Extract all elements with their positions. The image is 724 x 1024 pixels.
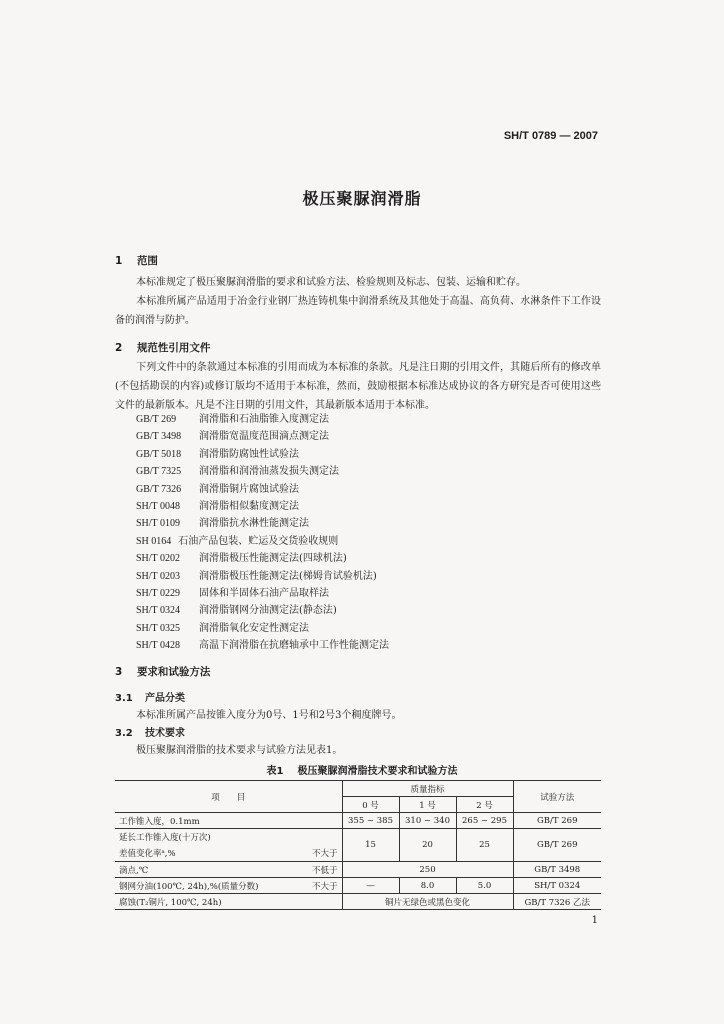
- standard-code: SH/T 0789 — 2007: [503, 130, 598, 142]
- page-number: 1: [591, 915, 598, 926]
- header-grade: 1 号: [399, 797, 456, 813]
- header-item: 项 目: [115, 781, 342, 813]
- table-header-row: [115, 781, 601, 797]
- list-item: GB/T 269 润滑脂和石油脂锥入度测定法: [136, 414, 329, 425]
- header-grade: 2 号: [456, 797, 513, 813]
- header-quality: 质量指标: [342, 781, 513, 797]
- list-item: GB/T 7325 润滑脂和润滑油蒸发损失测定法: [136, 466, 339, 478]
- reference-list: [136, 411, 389, 654]
- section-heading-requirements: [115, 664, 210, 679]
- table-row: 腐蚀(T₂铜片, 100℃, 24h) 铜片无绿色或黑色变化 GB/T 7326 乙法: [115, 894, 601, 910]
- section-number: 2: [115, 342, 123, 354]
- scope-paragraph-2: 本标准所属产品适用于冶金行业钢厂热连铸机集中润滑系统及其他处于高温、高负荷、水淋条件下工作设备的润滑与防护。: [115, 296, 601, 326]
- section-heading-normative-refs: [115, 340, 210, 355]
- list-item: SH/T 0202 润滑脂极压性能测定法(四球机法): [136, 553, 347, 565]
- list-item: SH/T 0203 润滑脂极压性能测定法(梯姆肯试验机法): [136, 570, 377, 582]
- row-item: 滴点,℃ 不低于: [115, 862, 342, 878]
- classification-text: 本标准所属产品按锥入度分为0号、1号和2号3个稠度牌号。: [136, 710, 402, 721]
- list-item: SH/T 0109 润滑脂抗水淋性能测定法: [136, 518, 309, 530]
- list-item: GB/T 7326 润滑脂铜片腐蚀试验法: [136, 483, 299, 495]
- normative-refs-intro: 下列文件中的条款通过本标准的引用而成为本标准的条款。凡是注日期的引用文件，其随后所有的修改单(不包括勘误的内容)或修订版均不适用于本标准，然而，鼓励根据本标准达成协议的各方研究是否可使用这些文件的最新版本。凡是不注日期的引用文件，其最新版本适用于本标准。: [115, 362, 601, 411]
- row-item: 腐蚀(T₂铜片, 100℃, 24h): [115, 894, 342, 910]
- list-item: SH 0164 石油产品包装、贮运及交货验收规则: [136, 535, 339, 547]
- section-title: 要求和试验方法: [136, 666, 211, 678]
- list-item: SH/T 0325 润滑脂氧化安定性测定法: [136, 622, 309, 634]
- tech-reqs-text: 极压聚脲润滑脂的技术要求与试验方法见表1。: [136, 745, 343, 756]
- row-item: 工作锥入度，0.1mm: [115, 813, 342, 829]
- table-caption: 表1 极压聚脲润滑脂技术要求和试验方法: [266, 766, 458, 777]
- table-row: 工作锥入度，0.1mm 355 ~ 385 310 ~ 340 265 ~ 295 GB/T 269: [115, 813, 601, 829]
- row-item: 钢网分油(100℃, 24h),%(质量分数) 不大于: [115, 878, 342, 894]
- subsection-heading-tech-reqs: 3.2 技术要求: [115, 728, 185, 739]
- section-title: 规范性引用文件: [136, 342, 211, 354]
- list-item: GB/T 3498 润滑脂宽温度范围滴点测定法: [136, 431, 329, 443]
- list-item: SH/T 0324 润滑脂钢网分油测定法(静态法): [136, 605, 337, 617]
- list-item: SH/T 0048 润滑脂相似黏度测定法: [136, 500, 299, 512]
- subsection-heading-classification: 3.1 产品分类: [115, 693, 185, 704]
- scope-paragraph-1: 本标准规定了极压聚脲润滑脂的要求和试验方法、检验规则及标志、包装、运输和贮存。: [136, 277, 526, 288]
- list-item: SH/T 0229 固体和半固体石油产品取样法: [136, 587, 329, 599]
- list-item: SH/T 0428 高温下润滑脂在抗磨轴承中工作性能测定法: [136, 640, 389, 652]
- spec-table: 项 目 质量指标 试验方法 0 号 1 号 2 号 工作锥入度，0.1mm 355 ~ 385 310 ~ 340 265 ~ 295 GB/T 269 延长工作锥入度(十万次) 差值变化率ᵃ,% 不大于 15 20 25 GB/T 269 滴点,℃ 不低于 250 GB/T 3498 钢网分油(100℃, 24h),%(质量分数) 不大于 — 8.0 5.0 SH/T 0324 腐蚀(T₂铜片, 100℃, 24h) 铜片无绿色或黑色变化 GB/T 7326 乙法: [115, 780, 601, 910]
- table-row: 滴点,℃ 不低于 250 GB/T 3498: [115, 862, 601, 878]
- row-item: 延长工作锥入度(十万次) 差值变化率ᵃ,% 不大于: [115, 829, 342, 862]
- section-title: 范围: [136, 255, 158, 267]
- list-item: GB/T 5018 润滑脂防腐蚀性试验法: [136, 448, 299, 460]
- header-grade: 0 号: [342, 797, 399, 813]
- document-title: 极压聚脲润滑脂: [302, 189, 422, 208]
- section-number: 3: [115, 666, 123, 678]
- table-row: 钢网分油(100℃, 24h),%(质量分数) 不大于 — 8.0 5.0 SH/T 0324: [115, 878, 601, 894]
- section-number: 1: [115, 255, 123, 267]
- section-heading-scope: [115, 253, 158, 268]
- header-method: 试验方法: [513, 781, 601, 813]
